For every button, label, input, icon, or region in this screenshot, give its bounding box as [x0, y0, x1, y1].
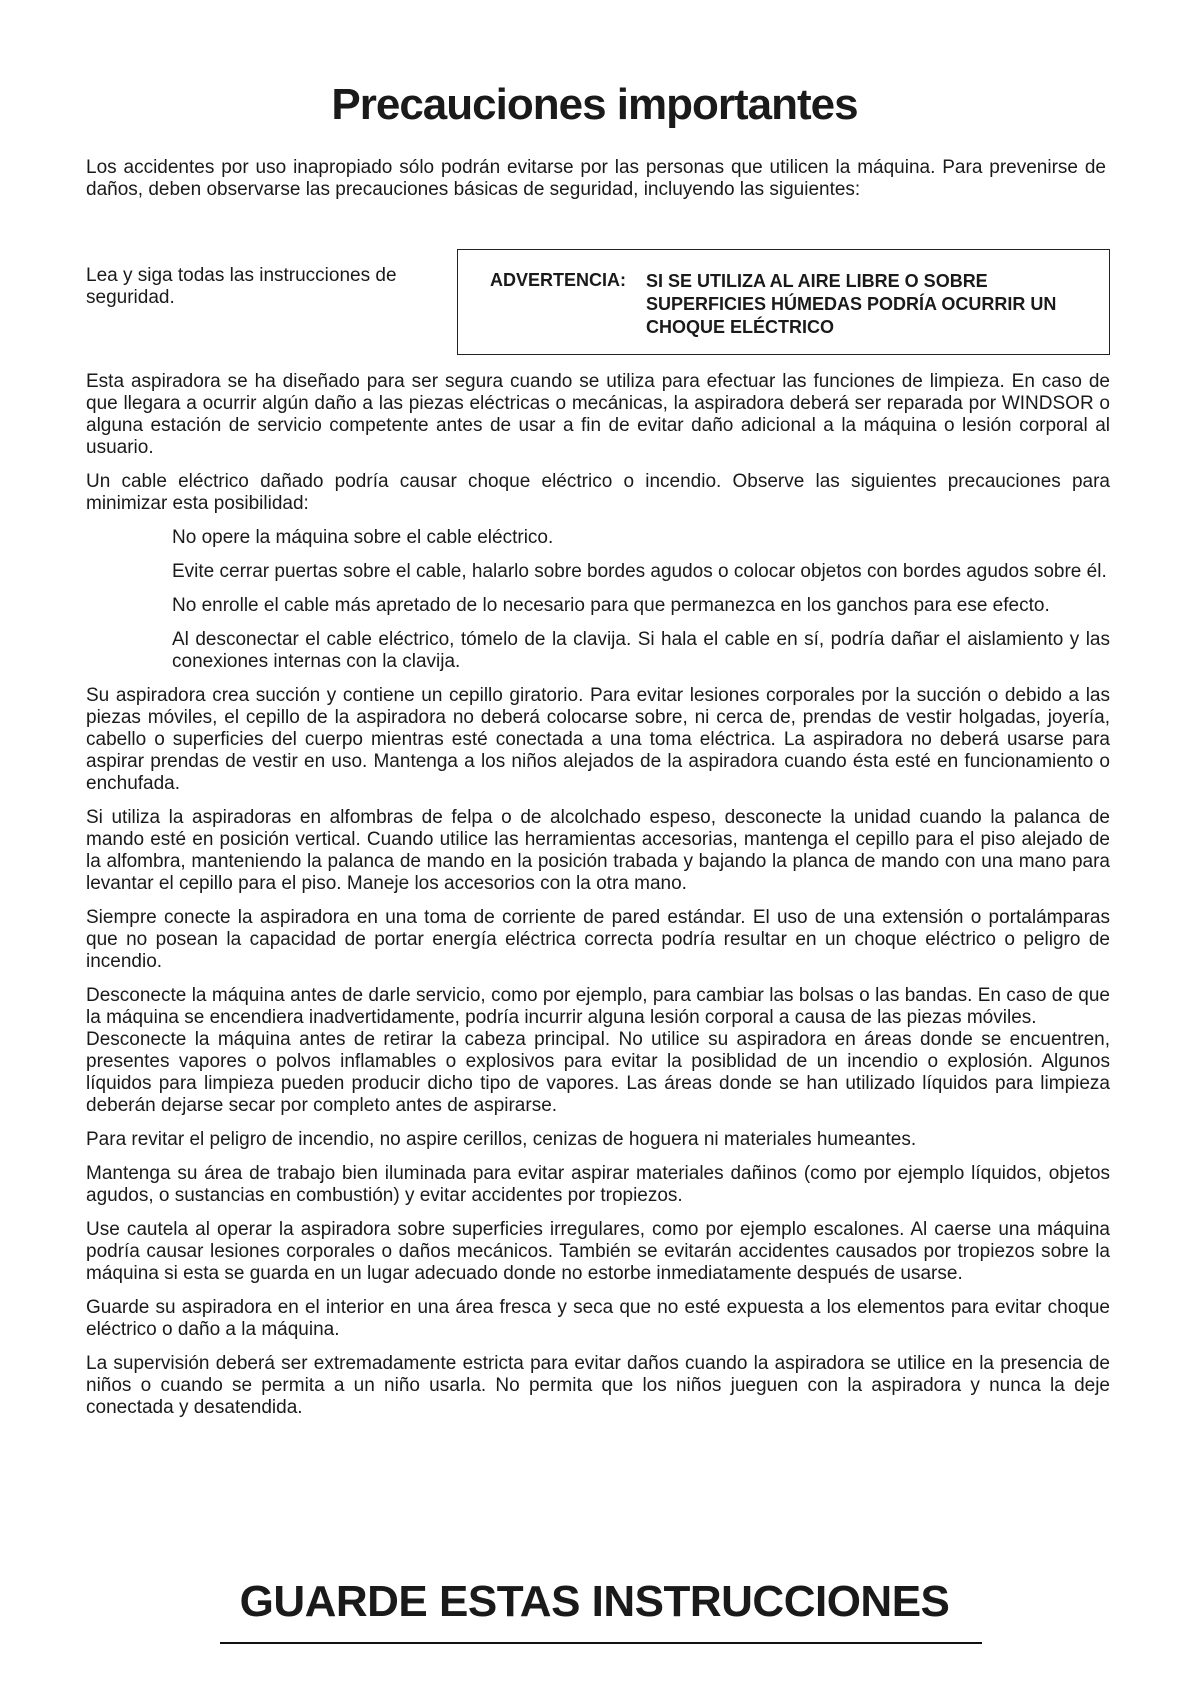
warning-text: SI SE UTILIZA AL AIRE LIBRE O SOBRE SUPERFICIES HÚMEDAS PODRÍA OCURRIR UN CHOQUE ELÉCTRICO	[646, 271, 1057, 337]
paragraph-flammable-vapors: Desconecte la máquina antes de retirar la cabeza principal. No utilice su aspiradora en áreas donde se encuentren, presentes vapores o polvos inflamables o explosivos para evitar la posiblidad de un incendio o explosión. Algunos líquidos para limpieza pueden producir dicho tipo de vapores. Las áreas donde se han utilizado líquidos para limpieza deberán dejarse secar por completo antes de aspirarse.	[86, 1029, 1110, 1116]
paragraph-uneven-surfaces: Use cautela al operar la aspiradora sobre superficies irregulares, como por ejemplo escalones. Al caerse una máquina podría causar lesiones corporales o daños mecánicos. También se evitarán accidentes causados por tropiezos sobre la máquina si esta se guarda en un lugar adecuado donde no estorbe inmediatamente después de usarse.	[86, 1219, 1110, 1284]
warning-label: ADVERTENCIA:	[490, 270, 627, 290]
paragraph-storage: Guarde su aspiradora en el interior en una área fresca y seca que no esté expuesta a los elementos para evitar choque eléctrico o daño a la máquina.	[86, 1297, 1110, 1340]
paragraph-child-supervision: La supervisión deberá ser extremadamente estricta para evitar daños cuando la aspiradora se utilice en la presencia de niños o cuando se permita a un niño usarla. No permita que los niños jueguen con la aspiradora y nunca la deje conectada y desatendida.	[86, 1353, 1110, 1418]
paragraph-disconnect-service: Desconecte la máquina antes de darle servicio, como por ejemplo, para cambiar las bolsas o las bandas. En caso de que la máquina se encendiera inadvertidamente, podría incurrir alguna lesión corporal a causa de las piezas móviles.	[86, 985, 1110, 1028]
cable-precaution-item: No enrolle el cable más apretado de lo necesario para que permanezca en los ganchos para ese efecto.	[172, 595, 1050, 616]
cable-precaution-item: Evite cerrar puertas sobre el cable, halarlo sobre bordes agudos o colocar objetos con bordes agudos sobre él.	[172, 561, 1107, 582]
cable-precaution-item: Al desconectar el cable eléctrico, tómelo de la clavija. Si hala el cable en sí, podría dañar el aislamiento y las conexiones internas con la clavija.	[172, 629, 1110, 672]
warning-box	[457, 249, 1110, 355]
intro-paragraph: Los accidentes por uso inapropiado sólo podrán evitarse por las personas que utilicen la máquina. Para prevenirse de daños, deben observarse las precauciones básicas de seguridad, incluyendo las siguientes:	[86, 157, 1106, 200]
paragraph-suction-brush: Su aspiradora crea succión y contiene un cepillo giratorio. Para evitar lesiones corporales por la succión o debido a las piezas móviles, el cepillo de la aspiradora no deberá colocarse sobre, ni cerca de, prendas de vestir holgadas, joyería, cabello o superficies del cuerpo mientras esté conectada a una toma eléctrica. La aspiradora no deberá usarse para aspirar prendas de vestir en uso. Mantenga a los niños alejados de la aspiradora cuando ésta esté en funcionamiento o enchufada.	[86, 685, 1110, 794]
paragraph-damaged-cable: Un cable eléctrico dañado podría causar choque eléctrico o incendio. Observe las siguientes precauciones para minimizar esta posibilidad:	[86, 471, 1110, 514]
page-title: Precauciones importantes	[331, 80, 858, 129]
paragraph-design-safety: Esta aspiradora se ha diseñado para ser segura cuando se utiliza para efectuar las funciones de limpieza. En caso de que llegara a ocurrir algún daño a las piezas eléctricas o mecánicas, la aspiradora deberá ser reparada por WINDSOR o alguna estación de servicio competente antes de usar a fin de evitar daño adicional a la máquina o lesión corporal al usuario.	[86, 371, 1110, 458]
precautions-body	[86, 371, 1110, 1431]
cable-precaution-item: No opere la máquina sobre el cable eléctrico.	[172, 527, 554, 548]
paragraph-fire-hazard: Para revitar el peligro de incendio, no aspire cerillos, cenizas de hoguera ni materiales humeantes.	[86, 1129, 917, 1150]
paragraph-lighting: Mantenga su área de trabajo bien iluminada para evitar aspirar materiales dañinos (como por ejemplo líquidos, objetos agudos, o sustancias en combustión) y evitar accidentes por tropiezos.	[86, 1163, 1110, 1206]
save-instructions-heading: GUARDE ESTAS INSTRUCCIONES	[239, 1577, 950, 1626]
heading-underline	[220, 1642, 982, 1644]
paragraph-thick-carpet: Si utiliza la aspiradoras en alfombras de felpa o de alcolchado espeso, desconecte la unidad cuando la palanca de mando esté en posición vertical. Cuando utilice las herramientas accesorias, mantenga el cepillo para el piso alejado de la alfombra, manteniendo la palanca de mando en la posición trabada y bajando la planca de mando con una mano para levantar el cepillo para el piso. Maneje los accesorios con la otra mano.	[86, 807, 1110, 894]
read-instructions-note: Lea y siga todas las instrucciones de seguridad.	[86, 265, 397, 308]
paragraph-wall-outlet: Siempre conecte la aspiradora en una toma de corriente de pared estándar. El uso de una extensión o portalámparas que no posean la capacidad de portar energía eléctrica correcta podría resultar en un choque eléctrico o peligro de incendio.	[86, 907, 1110, 972]
